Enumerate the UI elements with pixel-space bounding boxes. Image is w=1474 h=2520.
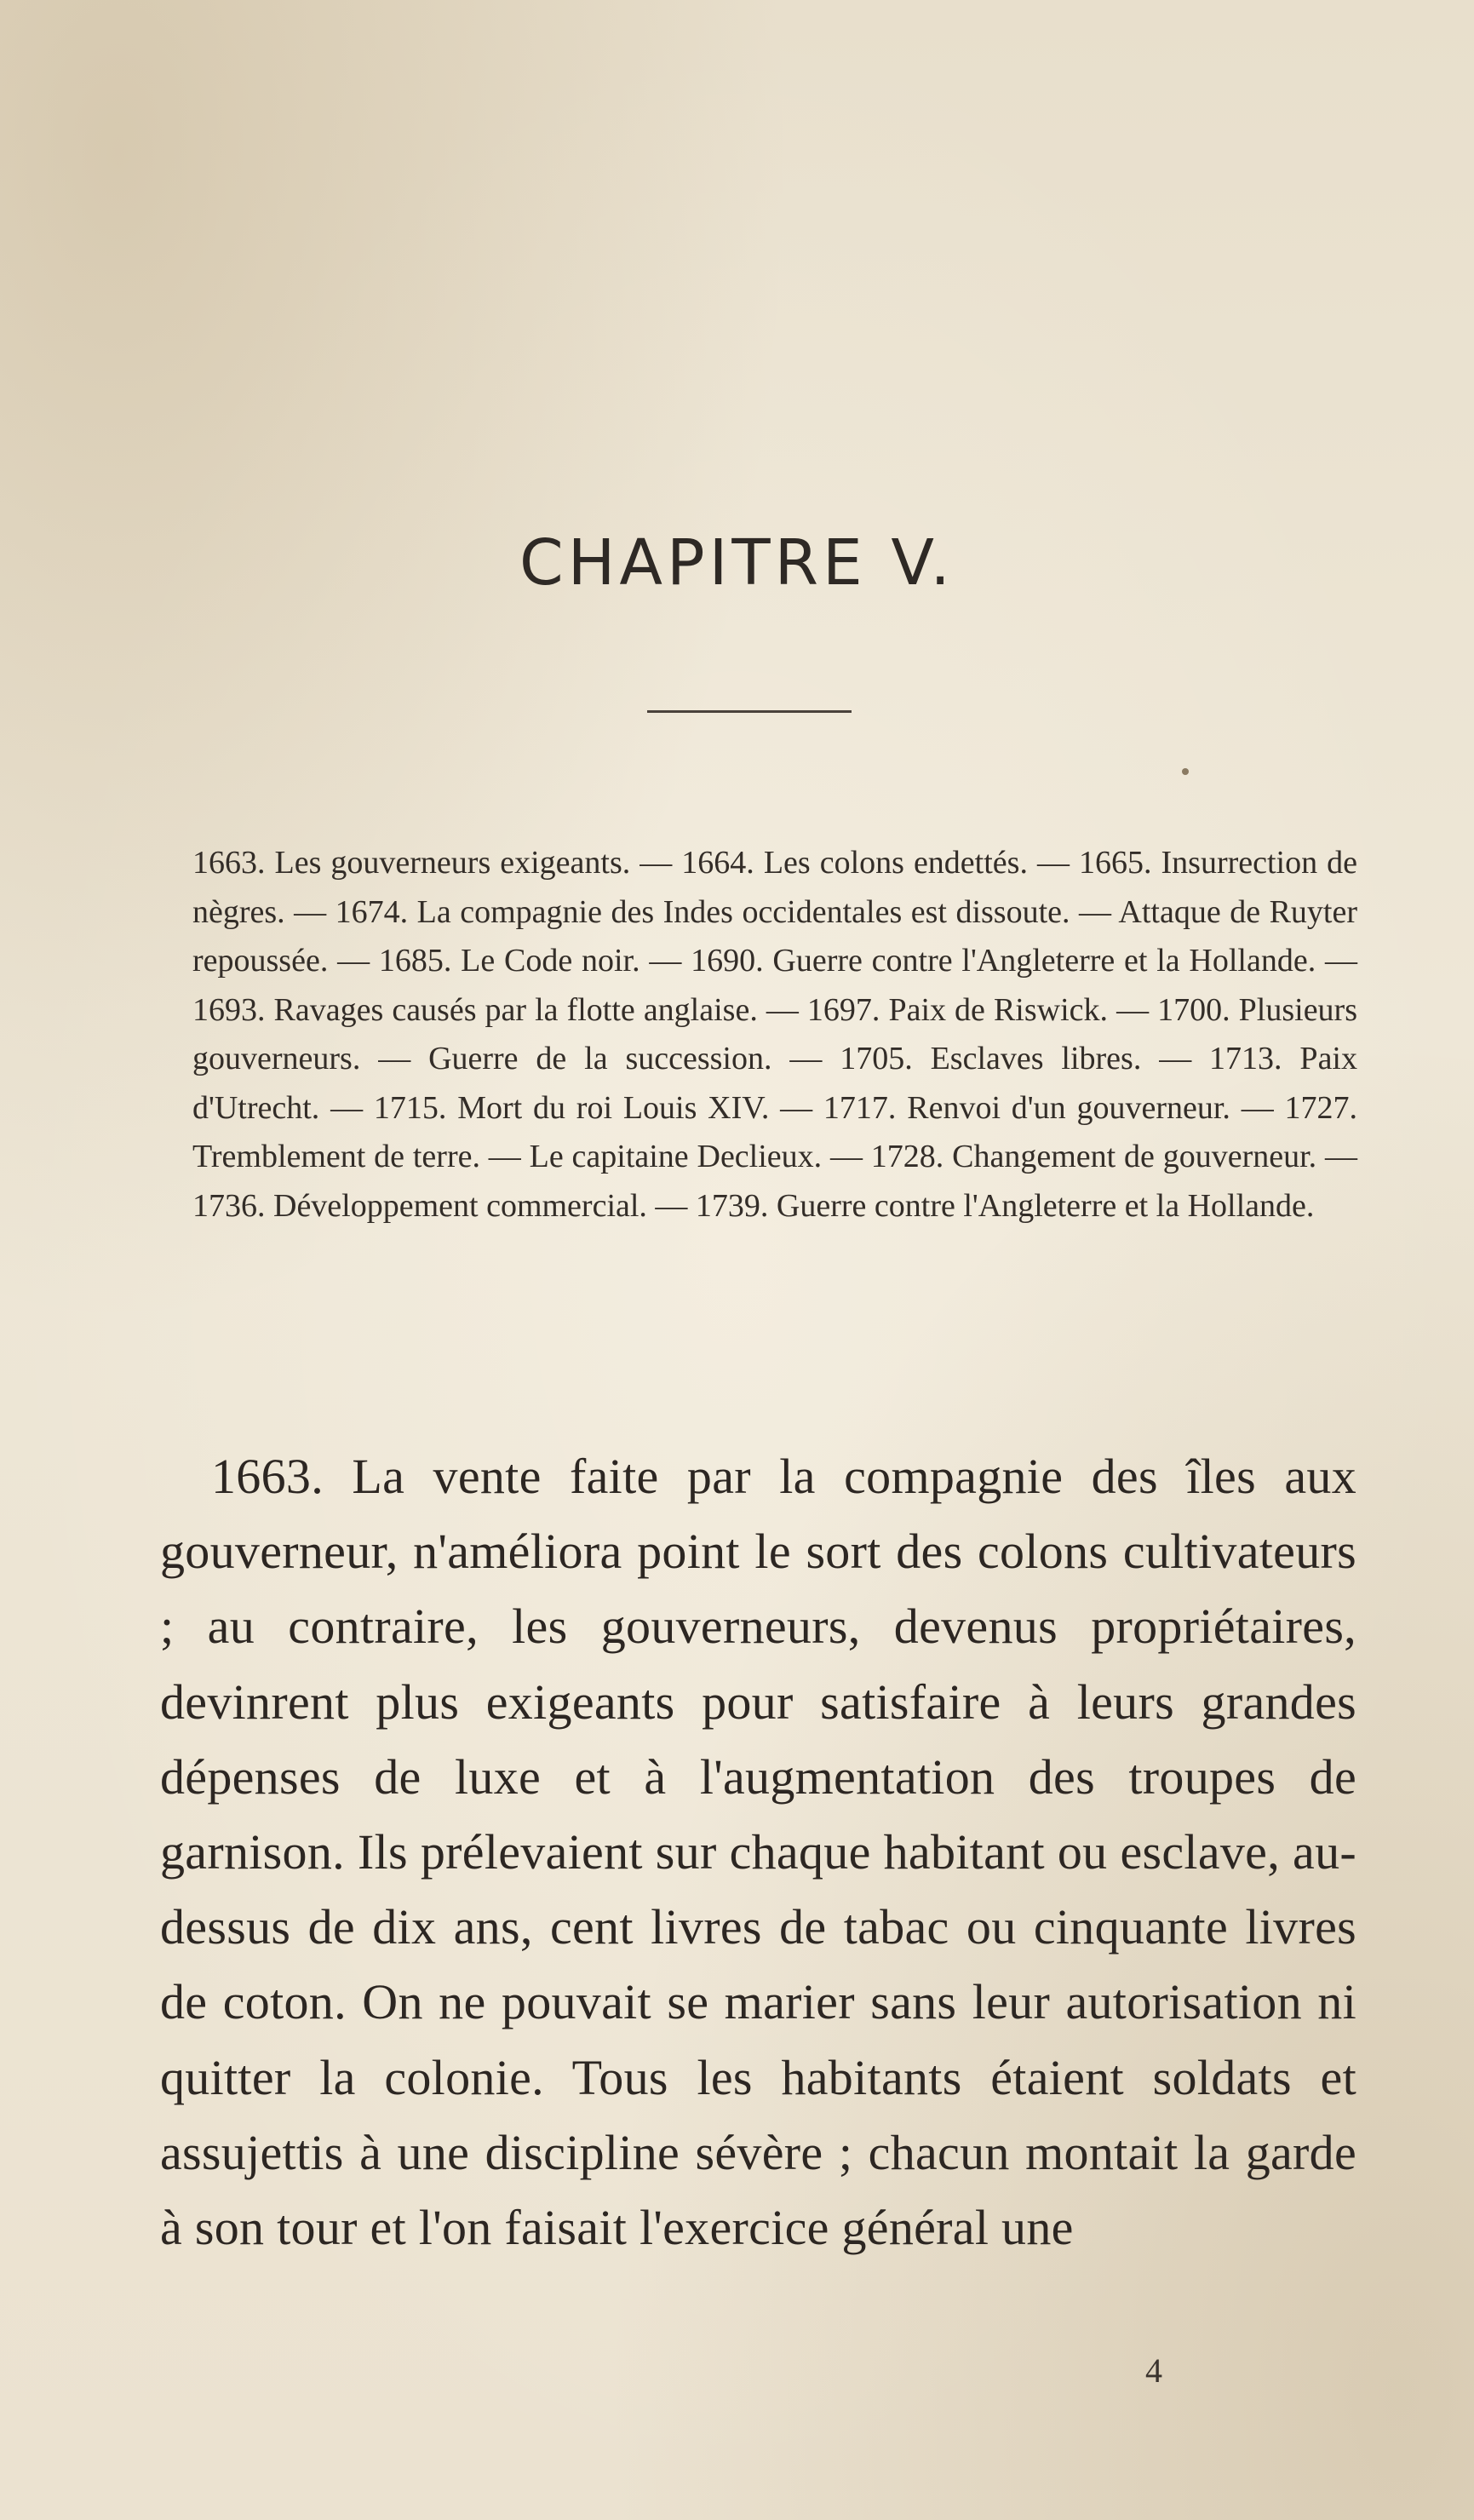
page-number: 4 [1145,2351,1162,2390]
title-divider [647,710,852,713]
print-speck [1182,768,1189,775]
chapter-title: CHAPITRE V. [519,526,955,600]
chapter-summary: 1663. Les gouverneurs exigeants. — 1664. Les colons endettés. — 1665. Insurrection de nègres. — 1674. La compagnie des Indes occidentales est dissoute. — Attaque de Ruyter repoussée. — 1685. Le Code noir. — 1690. Guerre contre l'Angleterre et la Hollande. — 1693. Ravages causés par la flotte anglaise. — 1697. Paix de Riswick. — 1700. Plusieurs gouverneurs. — Guerre de la succession. — 1705. Esclaves libres. — 1713. Paix d'Utrecht. — 1715. Mort du roi Louis XIV. — 1717. Renvoi d'un gouverneur. — 1727. Tremblement de terre. — Le capitaine Declieux. — 1728. Changement de gouverneur. — 1736. Développement commercial. — 1739. Guerre contre l'Angleterre et la Hollande. [192,845,1357,1224]
body-paragraph: 1663. La vente faite par la compagnie des îles aux gouverneur, n'améliora point le sort des colons cultivateurs ; au contraire, les gouverneurs, devenus propriétaires, devinrent plus exigeants pour satisfaire à leurs grandes dépenses de luxe et à l'augmentation des troupes de garnison. Ils prélevaient sur chaque habitant ou esclave, au-dessus de dix ans, cent livres de tabac ou cinquante livres de coton. On ne pouvait se marier sans leur autorisation ni quitter la colonie. Tous les habitants étaient soldats et assujettis à une discipline sévère ; chacun montait la garde à son tour et l'on faisait l'exercice général une [160,1449,1356,2256]
